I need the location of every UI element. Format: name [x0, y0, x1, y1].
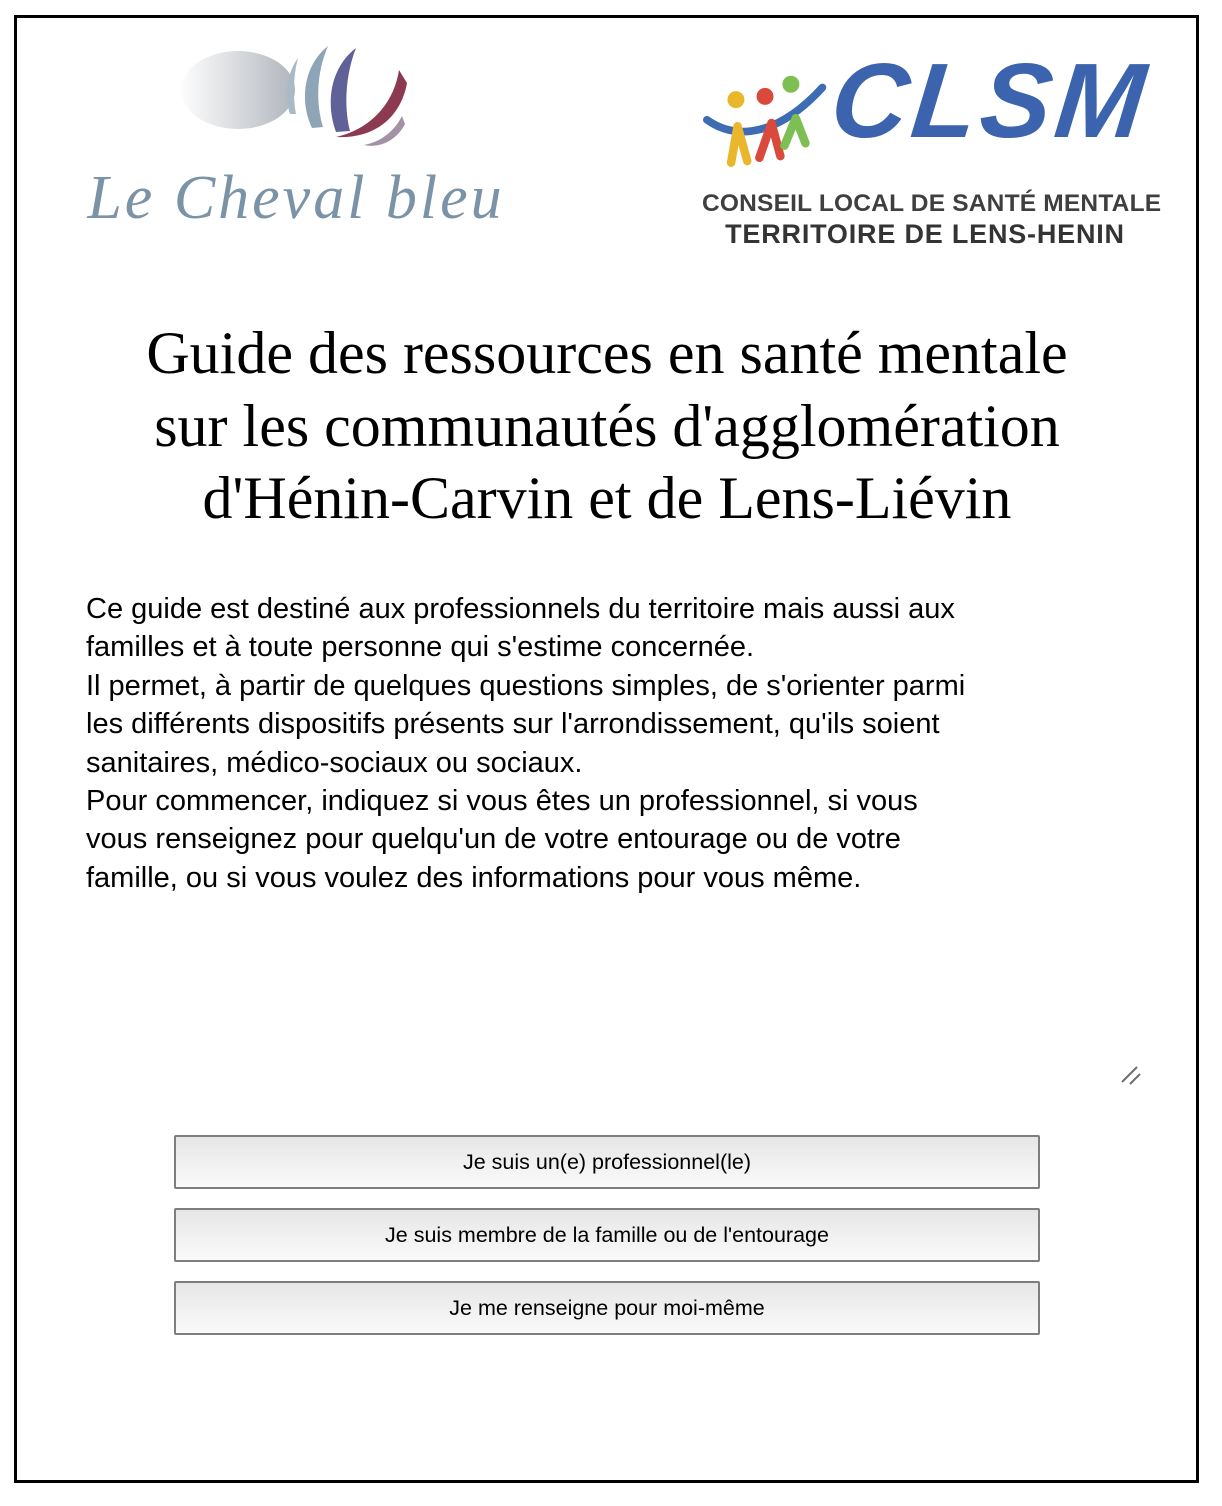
family-entourage-button[interactable]: Je suis membre de la famille ou de l'entourage [174, 1208, 1040, 1262]
clsm-logo [702, 42, 1162, 250]
intro-line: les différents dispositifs présents sur l'arrondissement, qu'ils soient [86, 708, 940, 741]
professional-button[interactable]: Je suis un(e) professionnel(le) [174, 1135, 1040, 1189]
page-title-line1: Guide des ressources en santé mentale [146, 320, 1068, 386]
intro-line: Pour commencer, indiquez si vous êtes un professionnel, si vous [86, 785, 918, 818]
clsm-acronym: CLSM [825, 42, 1155, 160]
clsm-caption-line2: TERRITOIRE DE LENS-HENIN [725, 219, 1125, 249]
cheval-bleu-swoosh-icon [174, 40, 418, 152]
intro-line: Il permet, à partir de quelques questions simples, de s'orienter parmi [86, 669, 966, 702]
page-title-line2: sur les communautés d'agglomération [154, 392, 1060, 459]
clsm-caption-line1: CONSEIL LOCAL DE SANTÉ MENTALE [702, 190, 1162, 217]
for-myself-button[interactable]: Je me renseigne pour moi-même [174, 1281, 1040, 1335]
intro-line: famille, ou si vous voulez des informations pour vous même. [86, 861, 862, 894]
intro-line: familles et à toute personne qui s'estime concernée. [86, 631, 755, 664]
intro-textarea[interactable] [86, 590, 1146, 1086]
cheval-bleu-logo-text: Le Cheval bleu [87, 164, 505, 232]
clsm-figures-icon [702, 54, 830, 184]
intro-line: vous renseignez pour quelqu'un de votre entourage ou de votre [86, 823, 901, 856]
intro-line: sanitaires, médico-sociaux ou sociaux. [86, 746, 583, 779]
cheval-bleu-logo [55, 40, 537, 230]
intro-line: Ce guide est destiné aux professionnels du territoire mais aussi aux [86, 593, 955, 625]
page-title [15, 317, 1199, 535]
page-title-line3: d'Hénin-Carvin et de Lens-Liévin [202, 465, 1012, 531]
resize-handle-icon[interactable] [1118, 1063, 1142, 1087]
